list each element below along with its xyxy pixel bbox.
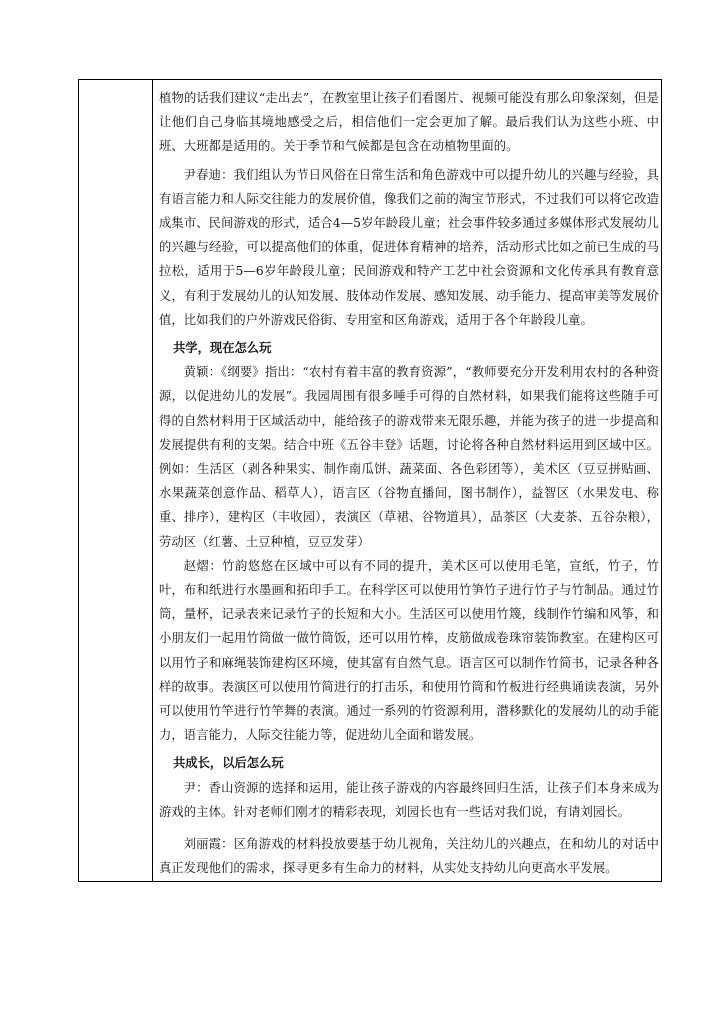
section-heading-grow-together: 共成长，以后怎么玩	[173, 756, 284, 771]
paragraph-yin-chundi: 尹春迪：我们组认为节日风俗在日常生活和角色游戏中可以提升幼儿的兴趣与经验，具有语言能力和人际交往能力的发展价值，像我们之前的淘宝节形式，不过我们可以将它改造成集市、民间游戏的形式，适合4—5岁年龄段儿童；社会事件较多通过多媒体形式发展幼儿的兴趣与经验，可以提高他们的体重，促进体育精神的培养，活动形式比如之前已生成的马拉松，适用于5—6岁年龄段儿童；民间游戏和特产工艺中社会资源和文化传承具有教育意义，有利于发展幼儿的认知发展、肢体动作发展、感知发展、动手能力、提高审美等发展价值，比如我们的户外游戏民俗街、专用室和区角游戏，适用于各个年龄段儿童。	[159, 167, 659, 327]
paragraph-huang-ying: 黄颖：《纲要》指出：“农村有着丰富的教育资源”，“教师要充分开发利用农村的各种资源，以促进幼儿的发展”。我园周围有很多唾手可得的自然材料，如果我们能将这些随手可得的自然材料用于区域活动中，能给孩子的游戏带来无限乐趣，并能为孩子的进一步提高和发展提供有利的支架。结合中班《五谷丰登》话题，讨论将各种自然材料运用到区域中区。例如：生活区（剥各种果实、制作南瓜饼、蔬菜面、各色彩团等），美术区（豆豆拼贴画、水果蔬菜创意作品、稻草人），语言区（谷物直播间，图书制作），益智区（水果发电、称重、排序），建构区（丰收园），表演区（草裙、谷物道具），品茶区（大麦茶、五谷杂粮），劳动区（红薯、土豆种植，豆豆发芽）	[159, 365, 659, 549]
section-heading-learn-together: 共学，现在怎么玩	[173, 341, 272, 356]
table-label-column	[79, 80, 153, 881]
record-table	[78, 79, 662, 882]
paragraph-yin: 尹：香山资源的选择和运用，能让孩子游戏的内容最终回归生活，让孩子们本身来成为游戏的主体。针对老师们刚才的精彩表现，刘园长也有一些话对我们说，有请刘园长。	[159, 780, 659, 819]
paragraph-liu-lixia: 刘丽霞：区角游戏的材料投放要基于幼儿视角，关注幼儿的兴趣点，在和幼儿的对话中真正发现他们的需求，探寻更多有生命力的材料，从实处支持幼儿向更高水平发展。	[159, 837, 659, 876]
paragraph-zhao-yi: 赵熠：竹韵悠悠在区域中可以有不同的提升，美术区可以使用毛笔，宣纸，竹子，竹叶，布和纸进行水墨画和拓印手工。在科学区可以使用竹笋竹子进行竹子与竹制品。通过竹筒，量杯，记录表来记录竹子的长短和大小。生活区可以使用竹篾，线制作竹编和风筝，和小朋友们一起用竹筒做一做竹筒饭，还可以用竹棒，皮筋做成卷珠帘装饰教室。在建构区可以用竹子和麻绳装饰建构区环境，使其富有自然气息。语言区可以制作竹简书，记录各种各样的故事。表演区可以使用竹简进行的打击乐，和使用竹筒和竹板进行经典诵读表演，另外可以使用竹竿进行竹竿舞的表演。通过一系列的竹资源利用，潜移默化的发展幼儿的动手能力，语言能力，人际交往能力等，促进幼儿全面和谐发展。	[159, 558, 659, 743]
paragraph-plants: 植物的话我们建议“走出去”，在教室里让孩子们看图片、视频可能没有那么印象深刻，但是让他们自己身临其境地感受之后，相信他们一定会更加了解。最后我们认为这些小班、中班、大班都是适用的。关于季节和气候都是包含在动植物里面的。	[159, 91, 659, 154]
table-content-cell	[159, 86, 659, 881]
